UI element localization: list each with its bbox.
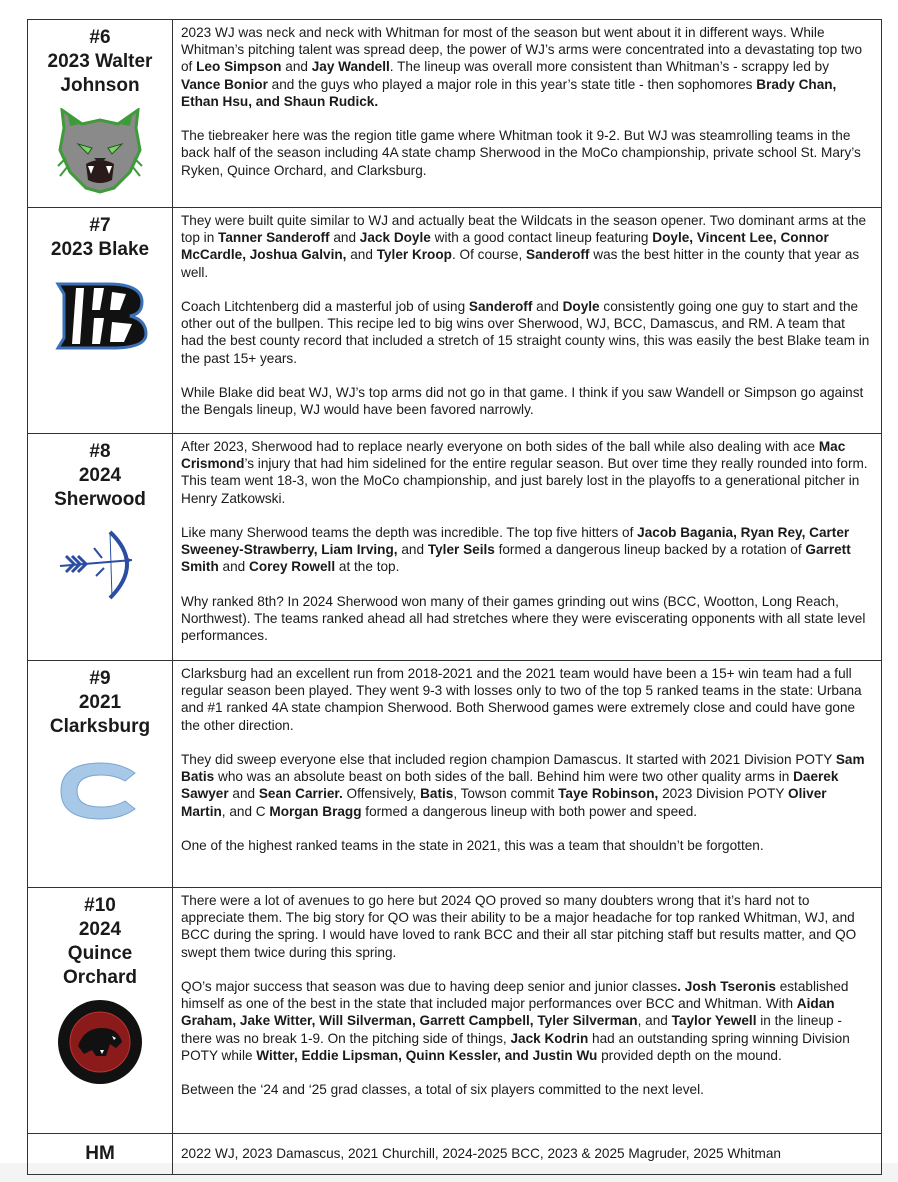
team-name: 2024 Quince Orchard	[63, 919, 137, 988]
paragraph	[181, 24, 871, 110]
entry-text	[181, 892, 871, 1098]
text-run: Offensively,	[342, 786, 421, 802]
player-name: Morgan Bragg	[269, 803, 362, 819]
text-run: formed a dangerous lineup backed by a rotation of	[494, 542, 806, 558]
text-run: There were a lot of avenues to go here but 2024 QO proved so many doubters wrong that it’s hard not to appreciate them. The big story for QO was their ability to be a major headache for top ranked Whitman, WJ, and BCC during the spring. I would have loved to rank BCC and their all star pitching staff but results matter, and QO swept them twice during this spring.	[181, 893, 857, 960]
paragraph	[181, 438, 871, 507]
entry-text	[181, 665, 871, 854]
paragraph	[181, 298, 871, 367]
text-run: After 2023, Sherwood had to replace nearly everyone on both sides of the ball while also dealing with ace	[181, 439, 819, 454]
player-name: Jacob Bagania, Ryan Rey, Carter Sweeney-Strawberry, Liam Irving,	[181, 525, 850, 558]
player-name: Sean Carrier.	[258, 786, 343, 802]
text-run: and	[329, 230, 360, 246]
rank-number: #10	[84, 895, 116, 916]
paragraph	[181, 593, 871, 645]
table-row	[28, 1134, 882, 1175]
text-run: and	[281, 59, 312, 75]
player-name: Aidan Graham, Jake Witter, Will Silverman, Garrett Campbell, Tyler Silverman	[181, 996, 835, 1029]
text-run: 2023 WJ was neck and neck with Whitman for most of the season but went about it in different ways. While Whitman’s pitching talent was spread deep, the power of WJ’s arms were concentrated into a devastating top two of	[181, 25, 863, 75]
rank-number: #7	[89, 215, 111, 236]
player-name: Batis	[420, 786, 454, 802]
paragraph	[181, 751, 871, 820]
text-run: who was an absolute beast on both sides of the ball. Behind him were two other quality arms in	[214, 769, 794, 785]
text-run: QO’s major success that season was due to having deep senior and junior classes	[181, 979, 678, 994]
text-run: and the guys who played a major role in this year’s state title - then sophomores	[267, 76, 757, 92]
paragraph	[181, 524, 871, 576]
text-run: , Towson commit	[453, 786, 559, 802]
hm-text-cell	[173, 1134, 882, 1175]
rank-cell	[28, 888, 173, 1134]
text-run: Clarksburg had an excellent run from 2018-2021 and the 2021 team would have been a 15+ win team had a full regular season been played. They went 9-3 with losses only to two of the top 5 ranked teams in the state: Urbana and #1 ranked 4A state champion Sherwood. Both Sherwood games were extremely close and could have gone the other direction.	[181, 666, 862, 733]
text-run: and	[397, 542, 428, 558]
paragraph	[181, 212, 871, 281]
text-run: 2023 Division POTY	[658, 786, 789, 802]
entry-text	[181, 24, 871, 179]
player-name: Oliver Martin	[181, 786, 827, 819]
text-run: . Of course,	[451, 247, 527, 263]
text-run: was the best hitter in the county that year as well.	[181, 247, 860, 280]
table-row	[28, 888, 882, 1134]
text-run: They did sweep everyone else that included region champion Damascus. It started with 2021 Division POTY	[181, 752, 836, 767]
text-run: consistently going one guy to start and the other out of the bullpen. This recipe led to big wins over Sherwood, WJ, BCC, Damascus, and RM. A team that had the best county record that included a stretch of 15 straight county wins, this was easily the best Blake team in the past 15+ years.	[181, 299, 870, 366]
player-name: Corey Rowell	[249, 559, 336, 575]
hm-label-cell	[28, 1134, 173, 1175]
text-run: Between the ‘24 and ‘25 grad classes, a total of six players committed to the next level.	[181, 1082, 704, 1098]
player-name: Taylor Yewell	[671, 1013, 757, 1029]
rank-cell	[28, 208, 173, 434]
text-run: and	[346, 247, 377, 263]
text-run: The tiebreaker here was the region title game where Whitman took it 9-2. But WJ was steamrolling teams in the back half of the season including 4A state champ Sherwood in the MoCo championship, private school St. Mary’s Ryken, Quince Orchard, and Clarksburg.	[181, 128, 861, 178]
rank-number: #6	[89, 27, 111, 48]
rank-cell	[28, 434, 173, 661]
entry-text	[181, 212, 871, 418]
description-cell	[173, 434, 882, 661]
player-name: Sanderoff	[526, 247, 590, 263]
bow-arrow-logo-icon	[58, 530, 142, 600]
team-name: 2023 Blake	[50, 239, 150, 260]
table-row	[28, 208, 882, 434]
paragraph	[181, 892, 871, 961]
hm-label: HM	[85, 1143, 115, 1164]
cougar-logo-icon	[56, 998, 144, 1086]
paragraph	[181, 1081, 871, 1098]
rank-cell	[28, 661, 173, 888]
text-run: Coach Litchtenberg did a masterful job of using	[181, 299, 469, 314]
text-run: at the top.	[335, 559, 400, 575]
player-name: Jay Wandell	[311, 59, 390, 75]
team-name: 2023 Walter Johnson	[47, 51, 153, 96]
player-name: Sam Batis	[181, 752, 865, 785]
text-run: While Blake did beat WJ, WJ’s top arms did not go in that game. I think if you saw Wandell or Simpson go against the Bengals lineup, WJ would have been favored narrowly.	[181, 385, 864, 418]
player-name: Tyler Seils	[427, 542, 495, 558]
text-run: , and	[637, 1013, 672, 1029]
text-run: provided depth on the mound.	[597, 1047, 782, 1063]
bengals-b-logo-icon	[50, 280, 150, 352]
description-cell	[173, 888, 882, 1134]
paragraph	[181, 127, 871, 179]
player-name: Doyle	[562, 299, 600, 314]
player-name: Vance Bonior	[181, 76, 268, 92]
paragraph	[181, 384, 871, 418]
hm-text: 2022 WJ, 2023 Damascus, 2021 Churchill, 2024-2025 BCC, 2023 & 2025 Magruder, 2025 Whitman	[181, 1146, 781, 1162]
text-run: , and C	[221, 803, 270, 819]
rank-cell	[28, 20, 173, 208]
text-run: in the lineup - there was no break 1-9. On the pitching side of things,	[181, 1013, 842, 1046]
player-name: Garrett Smith	[181, 542, 851, 575]
table-row	[28, 434, 882, 661]
description-cell	[173, 208, 882, 434]
text-run: had an outstanding spring winning Division POTY while	[181, 1030, 850, 1063]
letter-c-logo-icon	[55, 761, 145, 821]
text-run: Like many Sherwood teams the depth was incredible. The top five hitters of	[181, 525, 638, 540]
paragraph	[181, 837, 871, 854]
text-run: Why ranked 8th? In 2024 Sherwood won many of their games grinding out wins (BCC, Wootton, Long Reach, Northwest). The teams ranked ahead all had stretches where they were eviscerating opponents with all state level performances.	[181, 593, 866, 644]
player-name: Mac Crismond	[181, 439, 846, 472]
player-name: . Josh Tseronis	[677, 979, 776, 994]
text-run: They were built quite similar to WJ and actually beat the Wildcats in the season opener. Two dominant arms at the top in	[181, 213, 867, 246]
text-run: . The lineup was overall more consistent than Whitman’s - scrappy led by	[389, 59, 830, 75]
table-row	[28, 661, 882, 888]
text-run: established himself as one of the best in the state that included major performances over BCC and Whitman. With	[181, 979, 849, 1012]
player-name: Sanderoff	[468, 299, 533, 314]
wildcat-logo-icon	[56, 108, 144, 194]
player-name: Jack Kodrin	[510, 1030, 589, 1046]
text-run: and	[228, 786, 259, 802]
paragraph	[181, 978, 871, 1064]
player-name: Tanner Sanderoff	[218, 230, 330, 246]
player-name: Taye Robinson,	[558, 786, 659, 802]
text-run: with a good contact lineup featuring	[430, 230, 653, 246]
text-run: ’s injury that had him sidelined for the entire regular season. But over time they really rounded into form. This team went 18-3, won the MoCo championship, and just barely lost in the playoffs to a generational pitcher in Henry Zatkowski.	[181, 456, 868, 506]
paragraph	[181, 665, 871, 734]
entry-text	[181, 438, 871, 644]
player-name: Jack Doyle	[359, 230, 431, 246]
player-name: Doyle, Vincent Lee, Connor McCardle, Joshua Galvin,	[181, 230, 829, 263]
player-name: Leo Simpson	[196, 59, 282, 75]
player-name: Witter, Eddie Lipsman, Quinn Kessler, and Justin Wu	[256, 1047, 598, 1063]
text-run: formed a dangerous lineup with both power and speed.	[361, 803, 698, 819]
rank-number: #8	[89, 441, 111, 462]
rankings-table	[27, 19, 882, 1175]
player-name: Brady Chan, Ethan Hsu, and Shaun Rudick.	[181, 76, 837, 109]
team-name: 2021 Clarksburg	[49, 692, 151, 737]
description-cell	[173, 661, 882, 888]
text-run: and	[218, 559, 249, 575]
rank-number: #9	[89, 668, 111, 689]
description-cell	[173, 20, 882, 208]
player-name: Tyler Kroop	[376, 247, 452, 263]
text-run: and	[532, 299, 563, 314]
table-row	[28, 20, 882, 208]
text-run: One of the highest ranked teams in the state in 2021, this was a team that shouldn’t be forgotten.	[181, 838, 764, 853]
team-name: 2024 Sherwood	[54, 465, 146, 510]
player-name: Daerek Sawyer	[181, 769, 839, 802]
